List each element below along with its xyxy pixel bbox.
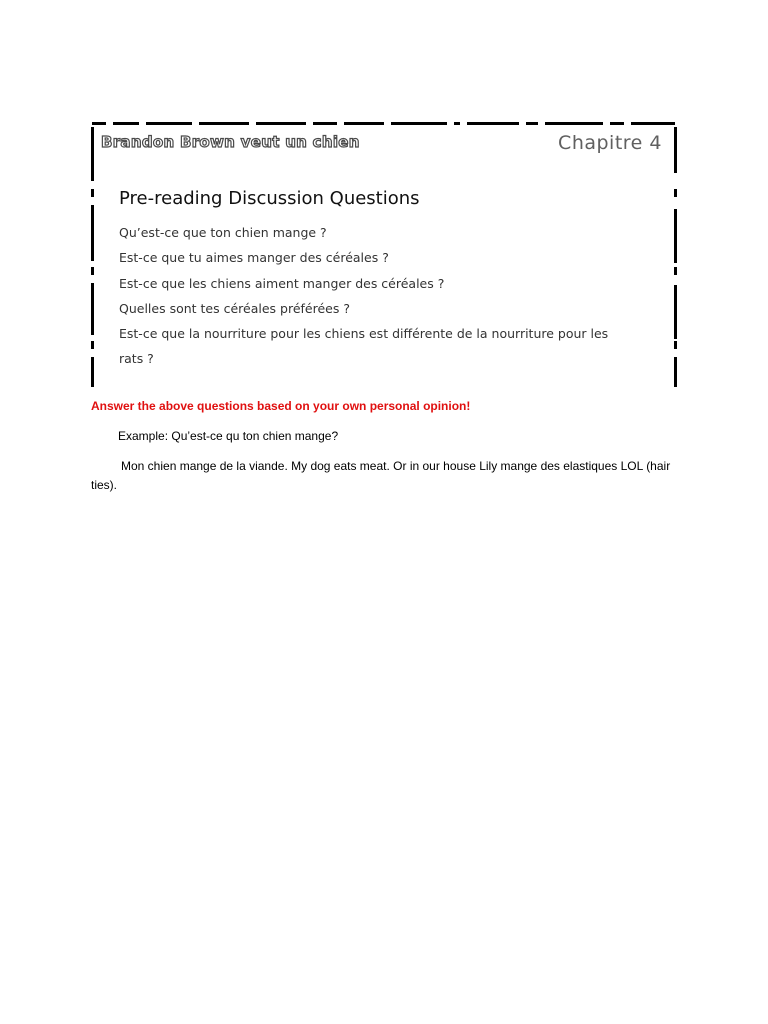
question-item: Quelles sont tes céréales préférées ? [119,300,350,316]
answer-paragraph: Mon chien mange de la viande. My dog eats meat. Or in our house Lily mange des elastiques LOL (hair ties). [91,459,671,492]
question-list [119,225,608,377]
example-text: Example: Qu’est-ce qu ton chien mange? [118,429,339,443]
discussion-heading: Pre-reading Discussion Questions [119,188,420,209]
question-item: Est-ce que tu aimes manger des céréales ? [119,250,389,266]
instruction-text: Answer the above questions based on your own personal opinion! [91,399,471,413]
chapter-label: Chapitre 4 [558,132,662,154]
worksheet-title: Brandon Brown veut un chien [101,133,360,151]
question-item: Est-ce que les chiens aiment manger des céréales ? [119,275,445,291]
question-item: rats ? [119,351,154,367]
worksheet-image [88,113,680,387]
question-item: Qu’est-ce que ton chien mange ? [119,225,327,240]
question-item: Est-ce que la nourriture pour les chiens est différente de la nourriture pour les [119,326,609,342]
